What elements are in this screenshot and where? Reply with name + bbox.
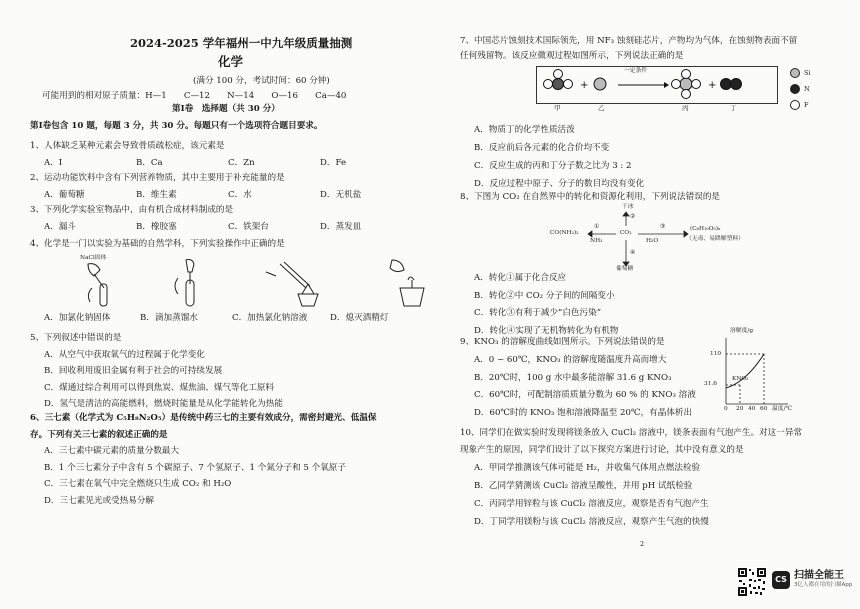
q10-options — [474, 459, 709, 531]
q6-option-b: B．1 个三七素分子中含有 5 个碳原子、7 个氢原子、1 个氮分子和 5 个氧原子 — [44, 462, 346, 473]
camscanner-logo-icon: CS — [772, 571, 790, 589]
q7-stem-line1: 7、中国芯片蚀刻技术国际领先，用 NF₃ 蚀刻硅芯片，产物均为气体，在蚀刻物表面不留 — [460, 36, 798, 46]
q7-legend-f: F — [804, 101, 809, 109]
q4-option-b: B．滴加蒸馏水 — [140, 313, 198, 323]
qr-code-icon — [737, 567, 767, 597]
question-3 — [30, 205, 361, 233]
q7-label-ding: 丁 — [730, 104, 737, 112]
subject-title: 化学 — [218, 54, 244, 69]
camscanner-brand — [772, 570, 852, 589]
question-4 — [30, 239, 285, 250]
question-2 — [30, 173, 361, 201]
q9-option-b: B．20℃时，100 g 水中最多能溶解 31.6 g KNO₃ — [474, 372, 672, 383]
q8-option-d: D．转化④实现了无机物转化为有机物 — [474, 325, 619, 336]
q3-stem: 3、下列化学实验室物品中，由有机合成材料制成的是 — [30, 205, 234, 215]
q6-option-d: D．三七素见光或受热易分解 — [44, 495, 155, 506]
q7-legend-n-icon — [790, 84, 800, 94]
q3-option-b: B．橡胶塞 — [136, 222, 177, 232]
q8-options — [474, 270, 618, 340]
left-column — [30, 0, 440, 609]
q8-n2: ② — [630, 214, 636, 220]
q4-option-d: D．熄灭酒精灯 — [330, 313, 389, 323]
q8-h2o: H₂O — [646, 238, 659, 244]
q8-arrows — [570, 210, 700, 270]
q8-right-note: （无毒、易降解塑料） — [686, 236, 744, 242]
q4-image-b — [175, 260, 194, 307]
q7-option-b: B．反应前后各元素的化合价均不变 — [474, 143, 610, 153]
q7-stem-line2: 任何残留物。该反应微观过程如图所示，下列说法正确的是 — [460, 51, 684, 61]
question-7 — [460, 34, 797, 64]
q7-label-yi: 乙 — [598, 104, 605, 112]
question-5 — [30, 330, 283, 413]
q8-left: CO(NH₂)₂ — [550, 230, 579, 236]
q5-option-b: B．回收利用废旧金属有利于社会的可持续发展 — [44, 366, 223, 376]
q10-stem-line1: 10、同学们在做实验时发现将镁条放入 CuCl₂ 溶液中，镁条表面有气泡产生。对这一异常 — [460, 428, 803, 438]
q1-option-b: B．Ca — [136, 158, 163, 168]
q8-option-b: B．转化②中 CO₂ 分子间的间隔变小 — [474, 290, 615, 301]
svg-text:+: + — [580, 80, 589, 91]
q2-option-c: C．水 — [228, 190, 252, 200]
question-10 — [460, 425, 802, 459]
q4-stem: 4、化学是一门以实验为基础的自然学科，下列实验操作中正确的是 — [30, 239, 285, 249]
page-number: 2 — [640, 540, 645, 548]
q7-label-jia: 甲 — [554, 104, 561, 112]
q9-xtick-40: 40 — [748, 406, 756, 412]
q4-image-c — [266, 262, 318, 306]
q8-top: 干冰 — [622, 204, 634, 210]
q1-stem: 1、人体缺乏某种元素会导致骨质疏松症，该元素是 — [30, 141, 225, 151]
q8-nh3: NH₃ — [590, 238, 603, 244]
q8-center: CO₂ — [620, 230, 632, 236]
q9-ytick-110: 110 — [710, 351, 722, 357]
q4-option-a: A．加氯化钠固体 — [44, 313, 111, 323]
q9-option-d: D．60℃时的 KNO₃ 饱和溶液降温至 20℃，有晶体析出 — [474, 407, 693, 418]
q6-option-a: A．三七素中碳元素的质量分数最大 — [44, 446, 180, 456]
q9-option-a: A．0 ~ 60℃，KNO₃ 的溶解度随温度升高而增大 — [474, 355, 667, 365]
q9-stem: 9、KNO₃ 的溶解度曲线如图所示。下列说法错误的是 — [460, 337, 665, 347]
q10-option-b: B．乙同学猜测该 CuCl₂ 溶液呈酸性，并用 pH 试纸检验 — [474, 481, 693, 491]
q9-xlabel: 温度/℃ — [772, 406, 793, 412]
q6-stem-line1: 6、三七素（化学式为 C₅H₈N₂O₅）是传统中药三七的主要有效成分，需密封避光、低温保 — [30, 413, 377, 423]
q4-options — [44, 313, 388, 324]
q3-option-a: A．漏斗 — [44, 222, 76, 232]
q4-experiment-illustrations — [70, 258, 440, 310]
q7-legend-si: Si — [804, 69, 811, 77]
q4-nacl-label: NaCl固体 — [80, 255, 107, 261]
q2-stem: 2、运动功能饮料中含有下列营养物质，其中主要用于补充能量的是 — [30, 173, 285, 183]
q8-n1: ① — [594, 224, 600, 230]
q9-solubility-chart — [722, 336, 792, 408]
right-column — [460, 0, 860, 609]
q2-option-d: D．无机盐 — [320, 190, 362, 200]
q7-reaction-diagram — [536, 66, 778, 104]
section-title: 第Ⅰ卷 选择题（共 30 分） — [172, 104, 280, 114]
svg-text:+: + — [708, 80, 717, 91]
q10-stem-line2: 现象产生的原因，同学们设计了以下探究方案进行讨论，其中没有意义的是 — [460, 445, 744, 455]
q8-option-c: C．转化③有利于减少“白色污染” — [474, 308, 602, 318]
q1-option-a: A．I — [44, 158, 63, 168]
app-name: 扫描全能王 — [794, 570, 844, 581]
q9-xtick-0: 0 — [724, 406, 728, 412]
q7-label-bing: 丙 — [682, 104, 689, 112]
q5-option-a: A．从空气中获取氧气的过程属于化学变化 — [44, 349, 205, 360]
q10-option-d: D．丁同学用镁粉与该 CuCl₂ 溶液反应，观察产生气泡的快慢 — [474, 517, 709, 527]
q5-option-d: D．氢气是清洁的高能燃料，燃烧时能量是从化学能转化为热能 — [44, 399, 283, 409]
q9-ylabel: 溶解度/g — [730, 328, 754, 334]
q8-n3: ③ — [660, 224, 666, 230]
q7-condition: 一定条件 — [624, 68, 648, 74]
atomic-masses: 可能用到的相对原子质量：H—1 C—12 N—14 O—16 Ca—40 — [42, 91, 347, 101]
q8-option-a: A．转化①属于化合反应 — [474, 273, 567, 283]
q9-option-c: C．60℃时，可配制溶质质量分数为 60 % 的 KNO₃ 溶液 — [474, 390, 696, 400]
exam-title: 2024-2025 学年福州一中九年级质量抽测 — [130, 36, 353, 50]
q4-option-c: C．加热氯化钠溶液 — [232, 313, 308, 323]
q10-option-c: C．丙同学用锌粒与该 CuCl₂ 溶液反应，观察是否有气泡产生 — [474, 499, 709, 509]
q7-legend-si-icon — [790, 68, 800, 78]
q5-option-c: C．煤通过综合利用可以得到焦炭、煤焦油、煤气等化工原料 — [44, 382, 275, 393]
q8-bottom: 葡萄糖 — [616, 266, 634, 272]
section-instruction: 第Ⅰ卷包含 10 题，每题 3 分，共 30 分。每题只有一个选项符合题目要求。 — [30, 121, 323, 131]
q7-option-d: D．反应过程中原子、分子的数目均没有变化 — [474, 179, 645, 189]
q9-xtick-20: 20 — [736, 406, 744, 412]
q9-options — [474, 352, 696, 422]
question-1 — [30, 141, 346, 169]
q2-option-b: B．维生素 — [136, 190, 177, 200]
q1-option-c: C．Zn — [228, 158, 255, 168]
q9-series: KNO₃ — [732, 376, 749, 382]
exam-info: (满分 100 分，考试时间：60 分钟) — [193, 76, 330, 86]
q8-n4: ④ — [630, 250, 636, 256]
app-tagline: 3亿人都在用的扫描App — [794, 582, 853, 588]
q9-xtick-60: 60 — [760, 406, 768, 412]
q8-stem: 8、下图为 CO₂ 在自然界中的转化和资源化利用，下列说法错误的是 — [460, 192, 721, 202]
q3-option-c: C．铁架台 — [228, 222, 269, 232]
q9-ytick-316: 31.6 — [704, 381, 717, 387]
q6-option-c: C．三七素在氧气中完全燃烧只生成 CO₂ 和 H₂O — [44, 479, 232, 489]
q3-option-d: D．蒸发皿 — [320, 222, 362, 232]
q8-right: (C₆H₁₀O₅)ₙ — [690, 226, 721, 232]
q5-stem: 5、下列叙述中错误的是 — [30, 333, 122, 343]
q4-image-a — [88, 264, 107, 306]
q7-option-c: C．反应生成的丙和丁分子数之比为 3 : 2 — [474, 161, 632, 171]
question-6 — [30, 410, 377, 509]
q2-option-a: A．葡萄糖 — [44, 190, 85, 200]
q4-image-d — [390, 260, 424, 306]
q6-stem-line2: 存。下列有关三七素的叙述正确的是 — [30, 429, 168, 440]
q10-option-a: A．甲同学推测该气体可能是 H₂，并收集气体用点燃法检验 — [474, 463, 701, 473]
q7-option-a: A．物质丁的化学性质活泼 — [474, 125, 575, 135]
q7-options — [474, 121, 644, 193]
q7-legend-n: N — [804, 85, 810, 93]
q1-option-d: D．Fe — [320, 158, 347, 168]
q7-legend-f-icon — [790, 100, 800, 110]
